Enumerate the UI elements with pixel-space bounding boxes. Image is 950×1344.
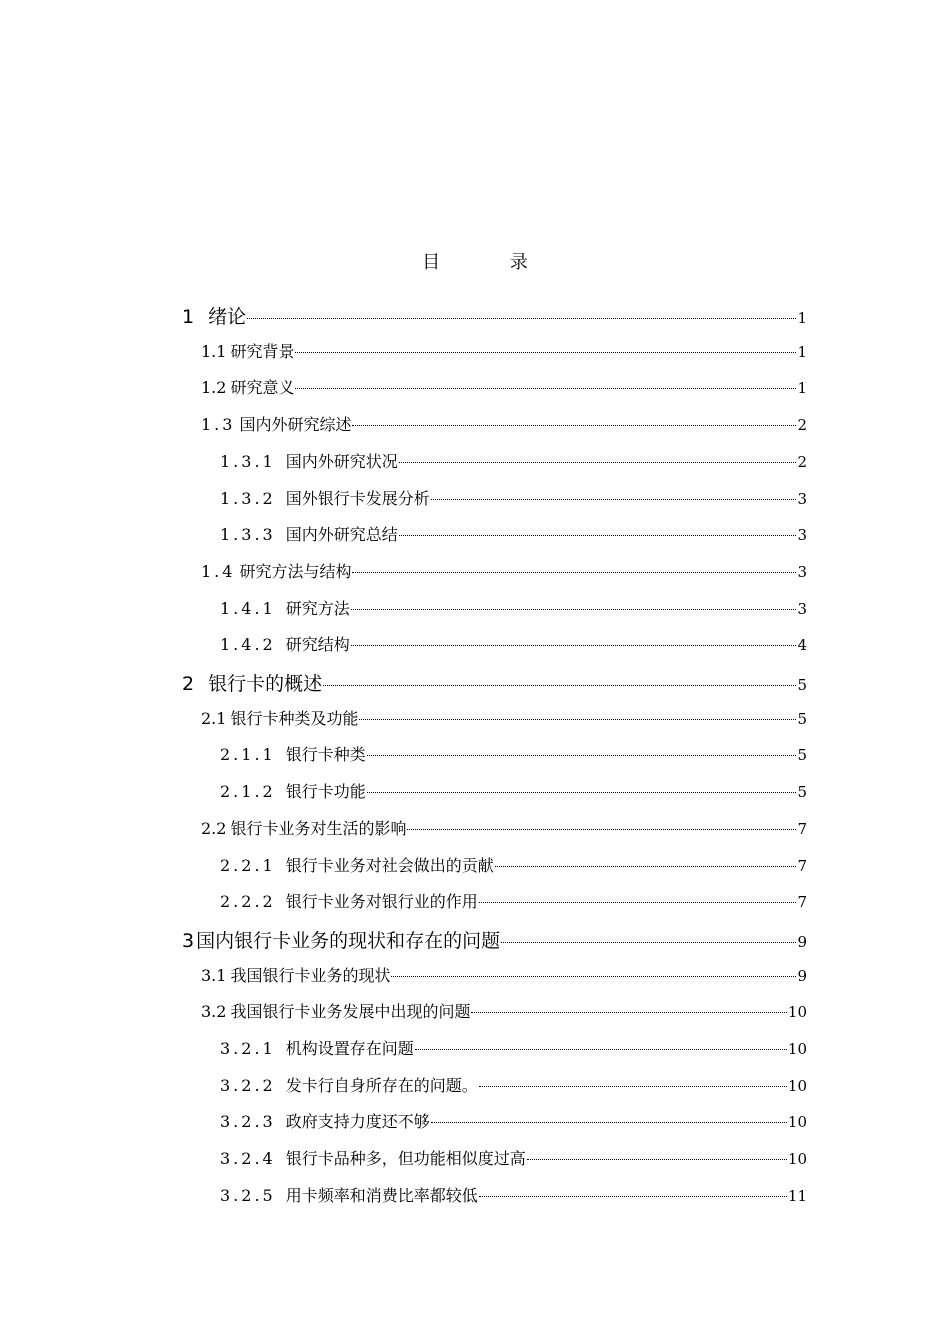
toc-dot-leader [501, 942, 796, 943]
toc-entry[interactable] [220, 632, 807, 658]
toc-entry-page-number: 11 [787, 1187, 807, 1205]
toc-entry-page-number: 9 [797, 967, 807, 985]
toc-entry[interactable] [220, 853, 807, 879]
toc-entry[interactable] [201, 412, 807, 438]
toc-dot-leader [367, 792, 797, 793]
toc-entry-page-number: 3 [797, 600, 807, 618]
toc-dot-leader [495, 866, 797, 867]
toc-dot-leader [391, 976, 796, 977]
toc-dot-leader [407, 829, 796, 830]
toc-entry[interactable] [201, 375, 807, 401]
toc-entry-page-number: 3 [797, 526, 807, 544]
toc-entry[interactable] [220, 1036, 807, 1062]
toc-entry-number: 1.4.1 [220, 599, 276, 618]
toc-entry[interactable] [201, 816, 807, 842]
toc-entry-title: 研究意义 [230, 378, 295, 397]
toc-dot-leader [295, 352, 796, 353]
toc-entry-title: 银行卡种类及功能 [230, 709, 359, 728]
toc-entry-number: 1.1 [201, 342, 227, 361]
toc-entry-number: 1.4 [201, 562, 236, 581]
toc-entry-page-number: 2 [797, 416, 807, 434]
toc-entry[interactable] [220, 1183, 807, 1209]
toc-entry[interactable] [201, 963, 807, 989]
toc-dot-leader [295, 388, 796, 389]
toc-entry-page-number: 5 [797, 710, 807, 728]
toc-entry[interactable] [201, 339, 807, 365]
toc-entry-title: 研究背景 [230, 342, 295, 361]
toc-entry[interactable] [220, 889, 807, 915]
toc-entry[interactable] [182, 302, 807, 328]
toc-entry-title: 发卡行自身所存在的问题。 [285, 1076, 478, 1095]
toc-entry-number: 2.2 [201, 819, 227, 838]
toc-entry-number: 1.2 [201, 378, 227, 397]
toc-dot-leader [479, 1086, 787, 1087]
toc-entry-number: 2.1 [201, 709, 227, 728]
toc-entry-number: 1.3.1 [220, 452, 276, 471]
toc-dot-leader [359, 719, 796, 720]
toc-entry-title: 国内银行卡业务的现状和存在的问题 [196, 930, 501, 952]
toc-dot-leader [352, 425, 796, 426]
toc-entry-number: 2.2.1 [220, 856, 276, 875]
toc-entry[interactable] [220, 1109, 807, 1135]
toc-entry-page-number: 2 [797, 453, 807, 471]
toc-entry-title: 政府支持力度还不够 [285, 1112, 430, 1131]
toc-title: 目 录 [422, 252, 560, 273]
toc-entry-number: 1.4.2 [220, 635, 276, 654]
toc-entry-page-number: 7 [797, 893, 807, 911]
toc-entry-number: 3.2 [201, 1002, 227, 1021]
toc-entry-number: 3.2.3 [220, 1112, 276, 1131]
toc-entry-number: 3.2.2 [220, 1076, 276, 1095]
toc-entry-number: 1.3.2 [220, 489, 276, 508]
toc-entry[interactable] [201, 706, 807, 732]
toc-entry-page-number: 10 [787, 1040, 807, 1058]
toc-entry-title: 我国银行卡业务发展中出现的问题 [230, 1002, 471, 1021]
toc-entry-page-number: 1 [797, 343, 807, 361]
toc-entry-page-number: 7 [797, 857, 807, 875]
toc-entry-title: 银行卡业务对生活的影响 [230, 819, 407, 838]
toc-entry-title: 银行卡业务对社会做出的贡献 [285, 856, 494, 875]
toc-dot-leader [431, 1122, 787, 1123]
toc-entry-page-number: 1 [797, 309, 807, 327]
toc-entry-title: 国外银行卡发展分析 [285, 489, 430, 508]
toc-dot-leader [399, 535, 797, 536]
toc-entry-number: 2 [182, 673, 195, 695]
toc-entry-title: 银行卡种类 [285, 745, 366, 764]
toc-dot-leader [323, 685, 796, 686]
toc-entry-page-number: 7 [797, 820, 807, 838]
toc-dot-leader [399, 462, 797, 463]
toc-entry-page-number: 10 [787, 1150, 807, 1168]
toc-entry-title: 用卡频率和消费比率都较低 [285, 1186, 478, 1205]
toc-entry-title: 研究方法与结构 [239, 562, 352, 581]
toc-entry-page-number: 5 [797, 746, 807, 764]
toc-entry-page-number: 3 [797, 563, 807, 581]
toc-entry[interactable] [220, 449, 807, 475]
toc-entry-title: 绪论 [208, 306, 247, 328]
toc-entry-number: 1.3 [201, 415, 236, 434]
toc-entry-title: 银行卡业务对银行业的作用 [285, 892, 478, 911]
toc-entry-number: 1 [182, 306, 195, 328]
toc-dot-leader [367, 755, 797, 756]
toc-dot-leader [479, 902, 797, 903]
toc-entry-page-number: 3 [797, 490, 807, 508]
toc-dot-leader [351, 645, 797, 646]
toc-entry-number: 2.1.2 [220, 782, 276, 801]
toc-entry[interactable] [201, 999, 807, 1025]
toc-dot-leader [471, 1012, 786, 1013]
toc-entry-page-number: 10 [787, 1113, 807, 1131]
toc-dot-leader [431, 499, 797, 500]
toc-entry-title: 研究方法 [285, 599, 350, 618]
toc-entry-number: 1.3.3 [220, 525, 276, 544]
toc-entry[interactable] [220, 522, 807, 548]
toc-entry-page-number: 4 [797, 636, 807, 654]
toc-entry-title: 国内外研究状况 [285, 452, 398, 471]
toc-entry-title: 机构设置存在问题 [285, 1039, 414, 1058]
toc-entry[interactable] [220, 742, 807, 768]
toc-entry-page-number: 1 [797, 379, 807, 397]
toc-entry[interactable] [220, 1073, 807, 1099]
toc-entry-number: 3.2.4 [220, 1149, 276, 1168]
toc-entry-page-number: 9 [797, 933, 807, 951]
toc-entry-number: 2.1.1 [220, 745, 276, 764]
toc-entry-number: 2.2.2 [220, 892, 276, 911]
toc-entry-page-number: 5 [797, 783, 807, 801]
toc-entry-number: 3.2.1 [220, 1039, 276, 1058]
toc-entry-page-number: 5 [797, 676, 807, 694]
toc-entry[interactable] [182, 926, 807, 952]
toc-entry-number: 3 [182, 930, 195, 952]
toc-entry-title: 银行卡品种多，但功能相似度过高 [285, 1149, 526, 1168]
toc-entry-title: 我国银行卡业务的现状 [230, 966, 391, 985]
toc-entry-title: 银行卡的概述 [208, 673, 323, 695]
toc-dot-leader [479, 1196, 787, 1197]
toc-entry-page-number: 10 [787, 1003, 807, 1021]
toc-dot-leader [415, 1049, 787, 1050]
toc-entry-title: 国内外研究总结 [285, 525, 398, 544]
toc-entry[interactable] [182, 669, 807, 695]
toc-entry-number: 3.1 [201, 966, 227, 985]
toc-entry[interactable] [220, 486, 807, 512]
toc-entry-title: 银行卡功能 [285, 782, 366, 801]
toc-dot-leader [352, 572, 796, 573]
toc-entry[interactable] [201, 559, 807, 585]
toc-dot-leader [527, 1159, 787, 1160]
toc-dot-leader [247, 318, 796, 319]
toc-entry-title: 国内外研究综述 [239, 415, 352, 434]
toc-entry-number: 3.2.5 [220, 1186, 276, 1205]
toc-entry[interactable] [220, 779, 807, 805]
toc-dot-leader [351, 609, 797, 610]
toc-entry-title: 研究结构 [285, 635, 350, 654]
toc-entry[interactable] [220, 1146, 807, 1172]
toc-entry-page-number: 10 [787, 1077, 807, 1095]
toc-entry[interactable] [220, 596, 807, 622]
